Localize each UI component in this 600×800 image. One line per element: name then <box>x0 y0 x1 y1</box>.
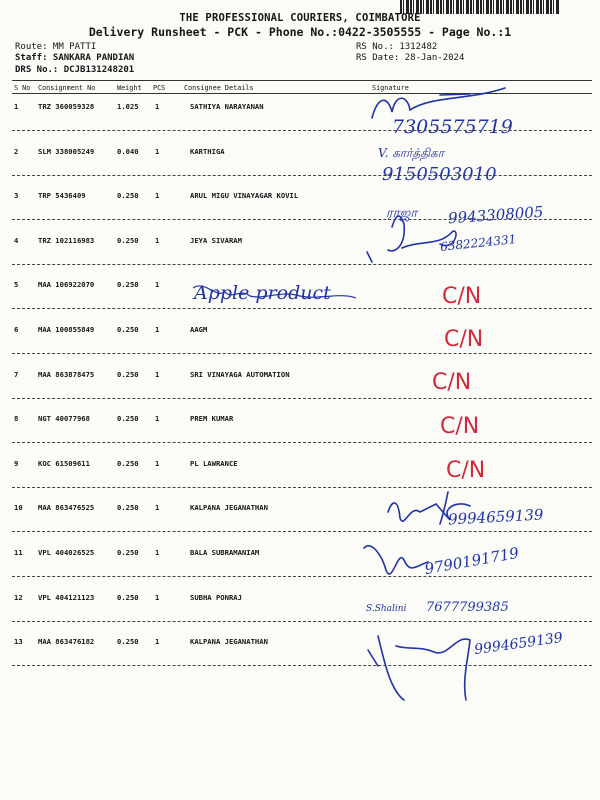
row-consignment-no: TRP 5436409 <box>38 191 86 201</box>
row-consignee: SRI VINAYAGA AUTOMATION <box>190 369 290 379</box>
row-consignment-no: MAA 863476525 <box>38 503 95 513</box>
row-divider <box>12 442 592 443</box>
row-sno: 8 <box>14 414 19 424</box>
row-consignment-no: NGT 40077968 <box>38 414 90 424</box>
staff-label: Staff: SANKARA PANDIAN <box>15 53 135 63</box>
row-consignee: ARUL MIGU VINAYAGAR KOVIL <box>190 191 299 201</box>
row-consignment-no: SLM 338005249 <box>38 146 95 156</box>
row-weight: 0.250 <box>117 191 139 201</box>
row-consignee: KARTHIGA <box>190 146 225 156</box>
row-sno: 6 <box>14 325 19 334</box>
row-consignee: PREM KUMAR <box>190 414 234 424</box>
row-divider <box>12 531 592 532</box>
row-consignment-no: MAA 863476182 <box>38 637 95 647</box>
row-consignment-no: VPL 404121123 <box>38 592 95 602</box>
drs-number: DRS No.: DCJB131248201 <box>15 65 135 75</box>
handwritten-phone-row4: 6382224331 <box>439 232 517 254</box>
row-sno: 2 <box>14 146 19 156</box>
row-pcs: 1 <box>155 369 160 379</box>
row-divider <box>12 175 592 176</box>
row-weight: 0.250 <box>117 503 139 513</box>
cn-mark-row8: C/N <box>440 414 480 439</box>
header-top-rule <box>12 80 592 81</box>
row-consignment-no: KOC 61509611 <box>38 458 90 468</box>
row-consignee: PL LAWRANCE <box>190 458 238 468</box>
handwritten-phone-row13: 9994659139 <box>473 629 564 659</box>
row-sno: 4 <box>14 235 19 245</box>
handwritten-name-row3: ராஜா <box>386 206 418 221</box>
row-consignee: AAGM <box>190 325 208 334</box>
row-sno: 11 <box>14 548 23 557</box>
row-consignee: SUBHA PONRAJ <box>190 592 242 602</box>
row-weight: 0.250 <box>117 458 139 468</box>
row-pcs: 1 <box>155 146 160 156</box>
row-weight: 0.250 <box>117 280 139 290</box>
row-divider <box>12 487 592 488</box>
row-consignment-no: TRZ 102116983 <box>38 235 95 245</box>
row-pcs: 1 <box>155 191 160 201</box>
row-weight: 0.040 <box>117 146 139 156</box>
signature-row13 <box>378 636 404 700</box>
row-pcs: 1 <box>155 414 160 424</box>
col-sno-header: S No <box>14 84 31 92</box>
row-pcs: 1 <box>155 235 160 245</box>
cn-mark-row6: C/N <box>444 327 484 352</box>
row-pcs: 1 <box>155 458 160 468</box>
row-weight: 0.250 <box>117 637 139 647</box>
cn-mark-row5: C/N <box>442 284 482 309</box>
cn-mark-row7: C/N <box>432 370 472 395</box>
col-weight-header: Weight <box>117 84 142 92</box>
row-consignment-no: TRZ 360059328 <box>38 102 95 111</box>
handwritten-note-row5-text: Apple product <box>194 282 331 304</box>
col-signature-header: Signature <box>372 84 409 92</box>
col-consignment-header: Consignment No <box>38 84 96 92</box>
row-sno: 10 <box>14 503 23 513</box>
row-pcs: 1 <box>155 325 160 334</box>
row-weight: 0.250 <box>117 325 139 334</box>
row-pcs: 1 <box>155 637 160 647</box>
handwritten-phone-row11: 9790191719 <box>423 543 521 579</box>
row-pcs: 1 <box>155 503 160 513</box>
row-consignee: SATHIYA NARAYANAN <box>190 102 264 111</box>
row-consignee: BALA SUBRAMANIAM <box>190 548 260 557</box>
row-sno: 5 <box>14 280 19 290</box>
row-sno: 12 <box>14 592 23 602</box>
row-weight: 0.250 <box>117 548 139 557</box>
handwritten-phone-row3: 9943308005 <box>447 202 544 228</box>
route-label: Route: MM PATTI <box>15 42 97 52</box>
row-pcs: 1 <box>155 592 160 602</box>
handwritten-phone-row10: 9994659139 <box>447 505 544 529</box>
row-consignment-no: MAA 106922070 <box>38 280 95 290</box>
row-divider <box>12 621 592 622</box>
row-divider <box>12 576 592 577</box>
row-divider <box>12 264 592 265</box>
row-consignee: KALPANA JEGANATHAN <box>190 503 268 513</box>
row-divider <box>12 398 592 399</box>
handwritten-phone-row1: 7305575719 <box>392 116 513 138</box>
row-sno: 7 <box>14 369 19 379</box>
row-weight: 1.025 <box>117 102 139 111</box>
rs-number: RS No.: 1312482 <box>356 42 438 52</box>
row-sno: 9 <box>14 458 19 468</box>
signature-row11 <box>364 546 428 574</box>
row-weight: 0.250 <box>117 414 139 424</box>
handwritten-name-row2: V. கார்த்திகா <box>378 146 445 160</box>
row-weight: 0.250 <box>117 369 139 379</box>
runsheet-subtitle: Delivery Runsheet - PCK - Phone No.:0422-3505555 - Page No.:1 <box>88 25 512 39</box>
col-consignee-header: Consignee Details <box>184 84 254 92</box>
row-pcs: 1 <box>155 280 160 290</box>
company-title: THE PROFESSIONAL COURIERS, COIMBATORE <box>179 12 421 24</box>
row-consignment-no: MAA 863878475 <box>38 369 95 379</box>
row-sno: 1 <box>14 102 19 111</box>
header-bottom-rule <box>12 93 592 94</box>
row-sno: 3 <box>14 191 19 201</box>
row-divider <box>12 665 592 666</box>
row-divider <box>12 353 592 354</box>
row-weight: 0.250 <box>117 235 139 245</box>
row-weight: 0.250 <box>117 592 139 602</box>
row-sno: 13 <box>14 637 23 647</box>
handwritten-phone-row12: 7677799385 <box>426 600 509 615</box>
handwritten-phone-row2: 9150503010 <box>382 164 497 185</box>
row-divider <box>12 308 592 309</box>
row-consignment-no: MAA 100855849 <box>38 325 95 334</box>
cn-mark-row9: C/N <box>446 458 486 483</box>
row-consignee: JEYA SIVARAM <box>190 235 242 245</box>
handwritten-name-row12: S.Shalini <box>366 604 407 614</box>
row-consignee: KALPANA JEGANATHAN <box>190 637 268 647</box>
rs-date: RS Date: 28-Jan-2024 <box>356 53 465 63</box>
row-pcs: 1 <box>155 102 160 111</box>
row-consignment-no: VPL 404026525 <box>38 548 95 557</box>
col-pcs-header: PCS <box>153 84 166 92</box>
row-pcs: 1 <box>155 548 160 557</box>
